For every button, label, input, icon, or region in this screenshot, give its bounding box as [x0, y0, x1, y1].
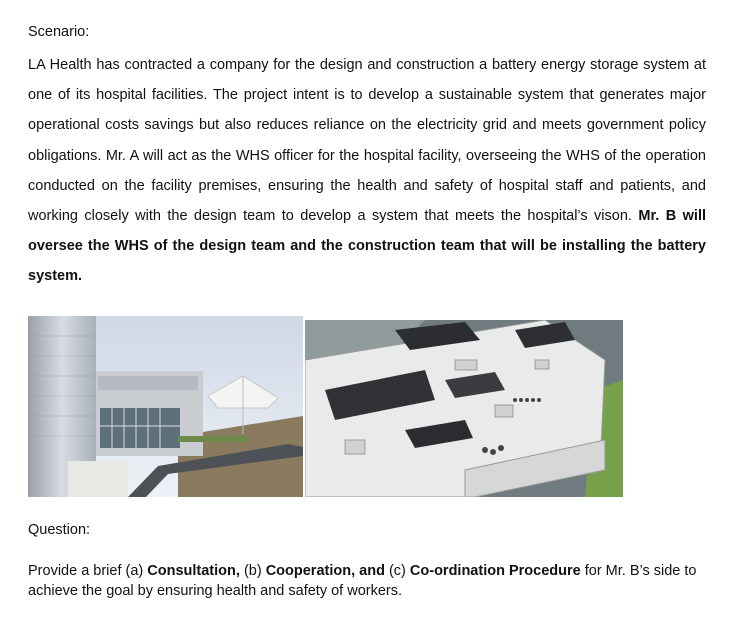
- coordination-term: Co-ordination Procedure: [409, 563, 581, 579]
- scenario-text: LA Health has contracted a company for the design and construction a battery energy storage system at one of its hospital facilities. The project intent is to develop a sustainable system that generates major operational costs savings but also reduces reliance on the electricity grid and meets government policy obligations. Mr. A will act as the WHS officer for the hospital facility, overseeing the WHS of the operation conducted on the facility premises, ensuring the health and safety of hospital staff and patients, and working closely with the design team to develop a system that meets the hospital’s vison.: [28, 57, 706, 225]
- question-heading: Question:: [28, 522, 91, 538]
- cooperation-term: Cooperation, and: [265, 563, 385, 579]
- question-part-b: (b): [239, 563, 266, 579]
- consultation-term: Consultation,: [147, 563, 240, 579]
- question-intro: Provide a brief (a): [28, 563, 148, 579]
- question-text: [28, 561, 718, 601]
- question-ending: for Mr. B’s side to achieve the goal by ensuring health and safety of workers.: [28, 563, 697, 599]
- hospital-rooftop-3d-model: [305, 320, 623, 497]
- scenario-bold-sentence: Mr. B will oversee the WHS of the design team and the construction team that will be installing the battery system.: [28, 208, 707, 285]
- scenario-heading: Scenario:: [28, 24, 90, 40]
- hospital-exterior-photo: [28, 316, 303, 497]
- scenario-paragraph: [28, 50, 706, 292]
- question-part-c: (c): [384, 563, 410, 579]
